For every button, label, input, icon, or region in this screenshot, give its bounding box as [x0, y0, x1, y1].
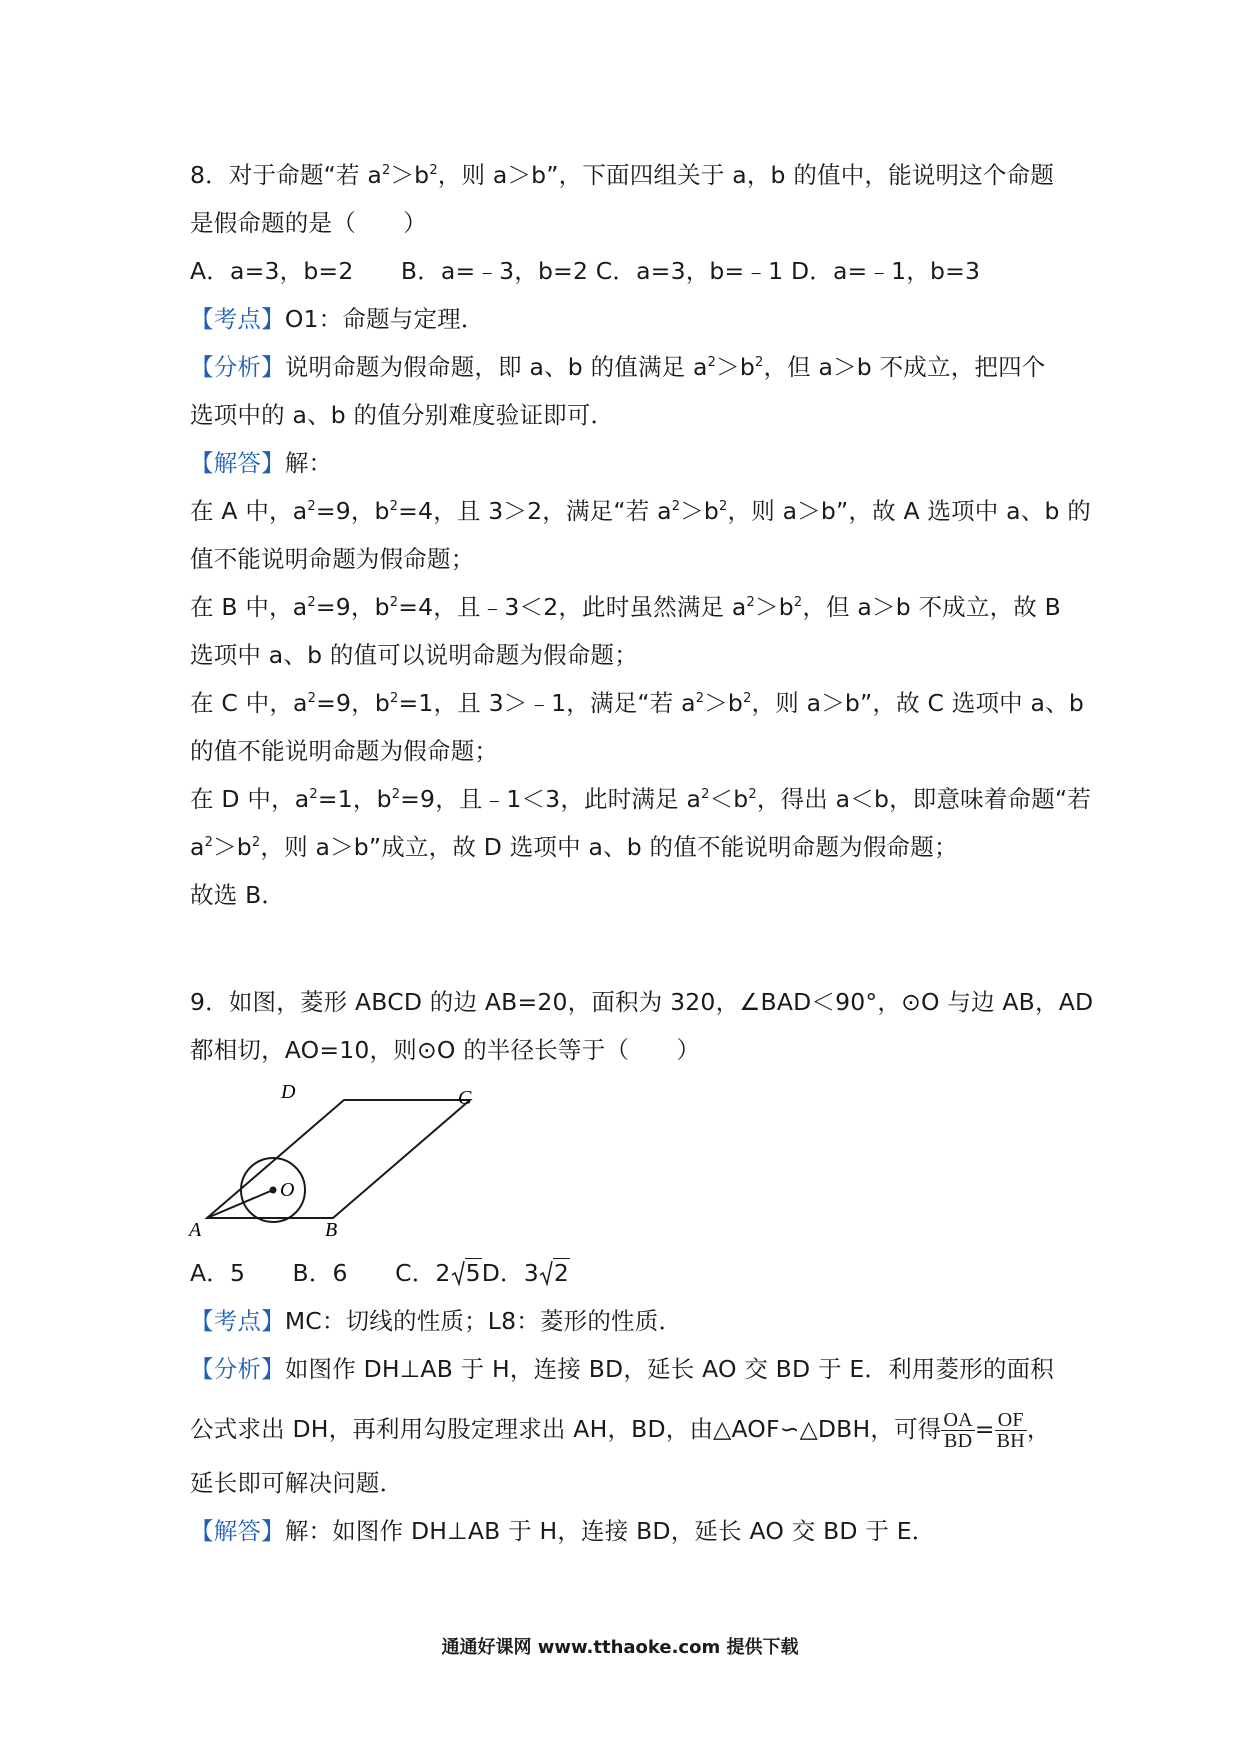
q8-conclusion: 故选 B．: [190, 881, 286, 909]
q8-jieda: 【解答】解：: [190, 449, 333, 477]
q8-options: A．a=3，b=2 B．a=﹣3，b=2 C．a=3，b=﹣1 D．a=﹣1，b=3: [190, 257, 981, 285]
q8-case-b-line1: 在 B 中，$a^2=9$，$b^2=4$，且﹣3＜2，此时虽然满足 $a^2>b^2$，但 a＞b 不成立，故 B: [190, 593, 1061, 621]
q9-stem-line1: 9．如图，菱形 ABCD 的边 AB=20，面积为 320，∠BAD＜90°，⊙O 与边 AB，AD: [190, 988, 1094, 1016]
q8-case-c-line1: 在 C 中，$a^2=9$，$b^2=1$，且 3＞﹣1，满足“若 $a^2>b^2$，则 a＞b”，故 C 选项中 a、b: [190, 689, 1084, 717]
sqrt-5: 5: [451, 1258, 482, 1288]
label-c: C: [458, 1087, 472, 1109]
rhombus-figure: [185, 1078, 485, 1238]
q8-kaodian: 【考点】O1：命题与定理．: [190, 305, 485, 333]
q9-fenxi-line3: 延长即可解决问题．: [190, 1469, 404, 1497]
label-b: B: [325, 1219, 338, 1238]
q9-kaodian: 【考点】MC：切线的性质；L8：菱形的性质．: [190, 1307, 683, 1335]
fraction-of-bh: $\frac{OF}{BH}$: [996, 1409, 1025, 1452]
q8-fenxi-line2: 选项中的 a、b 的值分别难度验证即可．: [190, 401, 615, 429]
page-footer: 通通好课网 www.tthaoke.com 提供下载: [441, 1637, 799, 1658]
q9-fenxi-line1: 【分析】如图作 DH⊥AB 于 H，连接 BD，延长 AO 交 BD 于 E．利用菱形的面积: [190, 1355, 1054, 1383]
q8-case-a-line2: 值不能说明命题为假命题；: [190, 545, 475, 573]
q8-fenxi-line1: 【分析】说明命题为假命题，即 a、b 的值满足 $a^2>b^2$，但 a＞b 不成立，把四个: [190, 353, 1046, 381]
fraction-oa-bd: $\frac{OA}{BD}$: [943, 1409, 973, 1452]
q9-jieda: 【解答】解：如图作 DH⊥AB 于 H，连接 BD，延长 AO 交 BD 于 E．: [190, 1517, 936, 1545]
q8-stem-line2: 是假命题的是（ ）: [190, 209, 427, 237]
q8-case-d-line1: 在 D 中，$a^2=1$，$b^2=9$，且﹣1＜3，此时满足 $a^2<b^2$，得出 a＜b，即意味着命题“若: [190, 785, 1092, 813]
label-o: O: [280, 1179, 295, 1201]
q8-case-c-line2: 的值不能说明命题为假命题；: [190, 737, 499, 765]
center-o-point: [270, 1187, 277, 1194]
radical-sign-icon: [451, 1260, 465, 1286]
q8-case-d-line2: $a^2>b^2$，则 a＞b”成立，故 D 选项中 a、b 的值不能说明命题为假命题；: [190, 833, 958, 861]
label-a: A: [189, 1219, 202, 1238]
q8-case-a-line1: 在 A 中，$a^2=9$，$b^2=4$，且 3＞2，满足“若 $a^2>b^2$，则 a＞b”，故 A 选项中 a、b 的: [190, 497, 1091, 525]
q8-case-b-line2: 选项中 a、b 的值可以说明命题为假命题；: [190, 641, 638, 669]
segment-ao: [207, 1190, 273, 1218]
label-d: D: [281, 1081, 296, 1103]
q9-fenxi-line2: 公式求出 DH，再利用勾股定理求出 AH，BD，由△AOF∽△DBH，可得 $\frac{OA}{BD}$ = $\frac{OF}{BH}$ ，: [190, 1409, 1051, 1452]
sqrt-2: 2: [539, 1258, 570, 1288]
radical-sign-icon: [539, 1260, 553, 1286]
q9-stem-line2: 都相切，AO=10，则⊙O 的半径长等于（ ）: [190, 1036, 701, 1064]
q8-stem-line1: 8．对于命题“若 $a^2>b^2$，则 a＞b”，下面四组关于 a，b 的值中，能说明这个命题: [190, 161, 1055, 189]
q9-options: A．5 B．6 C．2 5D．3 2: [190, 1259, 570, 1287]
